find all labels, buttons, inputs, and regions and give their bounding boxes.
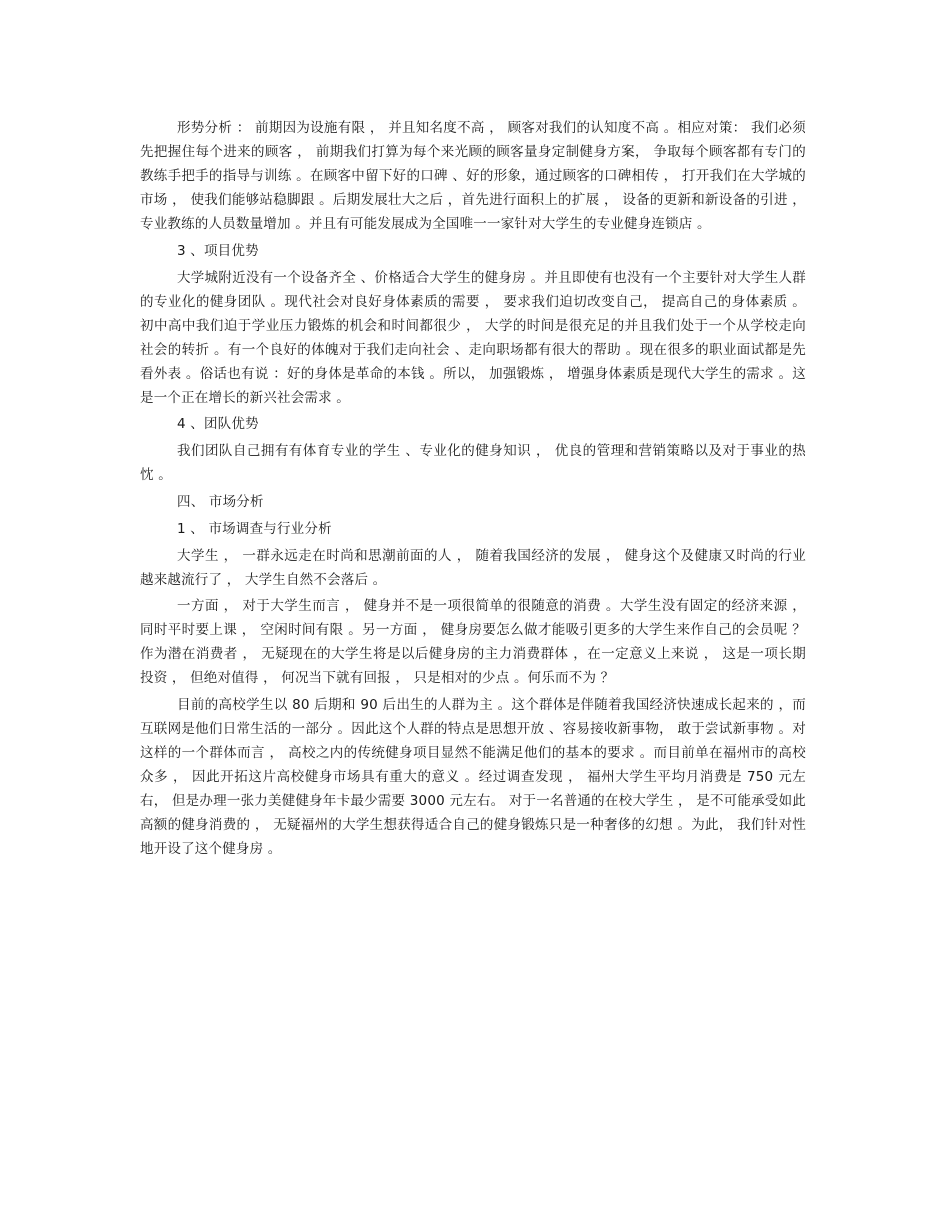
heading-market-analysis: 四、 市场分析 — [177, 493, 264, 510]
paragraph-project-advantages: 大学城附近没有一个设备齐全 、价格适合大学生的健身房 。并且即使有也没有一个主要针对大学生人群的专业化的健身团队 。现代社会对良好身体素质的需要 ， 要求我们迫切改变自己， 提高自己的身体素质 。初中高中我们迫于学业压力锻炼的机会和时间都很少 ， 大学的时间是很充足的并且我们处于一个从学校走向社会的转折 。有一个良好的体魄对于我们走向社会 、走向职场都有很大的帮助 。现在很多的职业面试都是先看外表 。俗话也有说 ：好的身体是革命的本钱 。所以， 加强锻炼 ， 增强身体素质是现代大学生的需求 。这是一个正在增长的新兴社会需求 。 — [140, 269, 806, 406]
paragraph-situation-analysis: 形势分析 ： 前期因为设施有限 ， 并且知名度不高 ， 顾客对我们的认知度不高 。相应对策： 我们必须先把握住每个进来的顾客 ， 前期我们打算为每个来光顾的顾客量身定制健身方案， 争取每个顾客都有专门的教练手把手的指导与训练 。在顾客中留下好的口碑 、好的形象，通过顾客的口碑相传 ， 打开我们在大学城的市场 ， 使我们能够站稳脚跟 。后期发展壮大之后 ，首先进行面积上的扩展 ， 设备的更新和新设备的引进 ， 专业教练的人员数量增加 。并且有可能发展成为全国唯一一家针对大学生的专业健身连锁店 。 — [140, 120, 806, 232]
heading-team-advantages: 4 、团队优势 — [177, 416, 259, 432]
heading-project-advantages: 3 、项目优势 — [177, 242, 259, 259]
paragraph-consumption: 一方面 ， 对于大学生而言 ， 健身并不是一项很简单的很随意的消费 。大学生没有固定的经济来源 ， 同时平时要上课 ， 空闲时间有限 。另一方面 ， 健身房要怎么做才能吸引更多的大学生来作自己的会员呢 ？ 作为潜在消费者 ， 无疑现在的大学生将是以后健身房的主力消费群体 ，在一定意义上来说 ， 这是一项长期投资 ， 但绝对值得 ， 何况当下就有回报 ， 只是相对的少点 。何乐而不为 ？ — [140, 598, 806, 686]
paragraph-team-advantages: 我们团队自己拥有有体育专业的学生 、专业化的健身知识 ， 优良的管理和营销策略以及对于事业的热忱 。 — [140, 443, 806, 483]
document-body — [140, 116, 806, 863]
heading-market-research: 1 、 市场调查与行业分析 — [177, 520, 332, 537]
paragraph-target-group: 目前的高校学生以 80 后期和 90 后出生的人群为主 。这个群体是伴随着我国经济快速成长起来的 ，而互联网是他们日常生活的一部分 。因此这个人群的特点是思想开放 、容易接收新事物， 敢于尝试新事物 。对这样的一个群体而言 ， 高校之内的传统健身项目显然不能满足他们的基本的要求 。而目前单在福州市的高校众多 ， 因此开拓这片高校健身市场具有重大的意义 。经过调查发现 ， 福州大学生平均月消费是 750 元左右， 但是办理一张力美健健身年卡最少需要 3000 元左右。 对于一名普通的在校大学生 ， 是不可能承受如此高额的健身消费的 ， 无疑福州的大学生想获得适合自己的健身锻炼只是一种奢侈的幻想 。为此， 我们针对性地开设了这个健身房 。 — [140, 696, 806, 857]
paragraph-students-trend: 大学生 ， 一群永远走在时尚和思潮前面的人 ， 随着我国经济的发展 ， 健身这个及健康又时尚的行业越来越流行了 ， 大学生自然不会落后 。 — [140, 547, 806, 588]
